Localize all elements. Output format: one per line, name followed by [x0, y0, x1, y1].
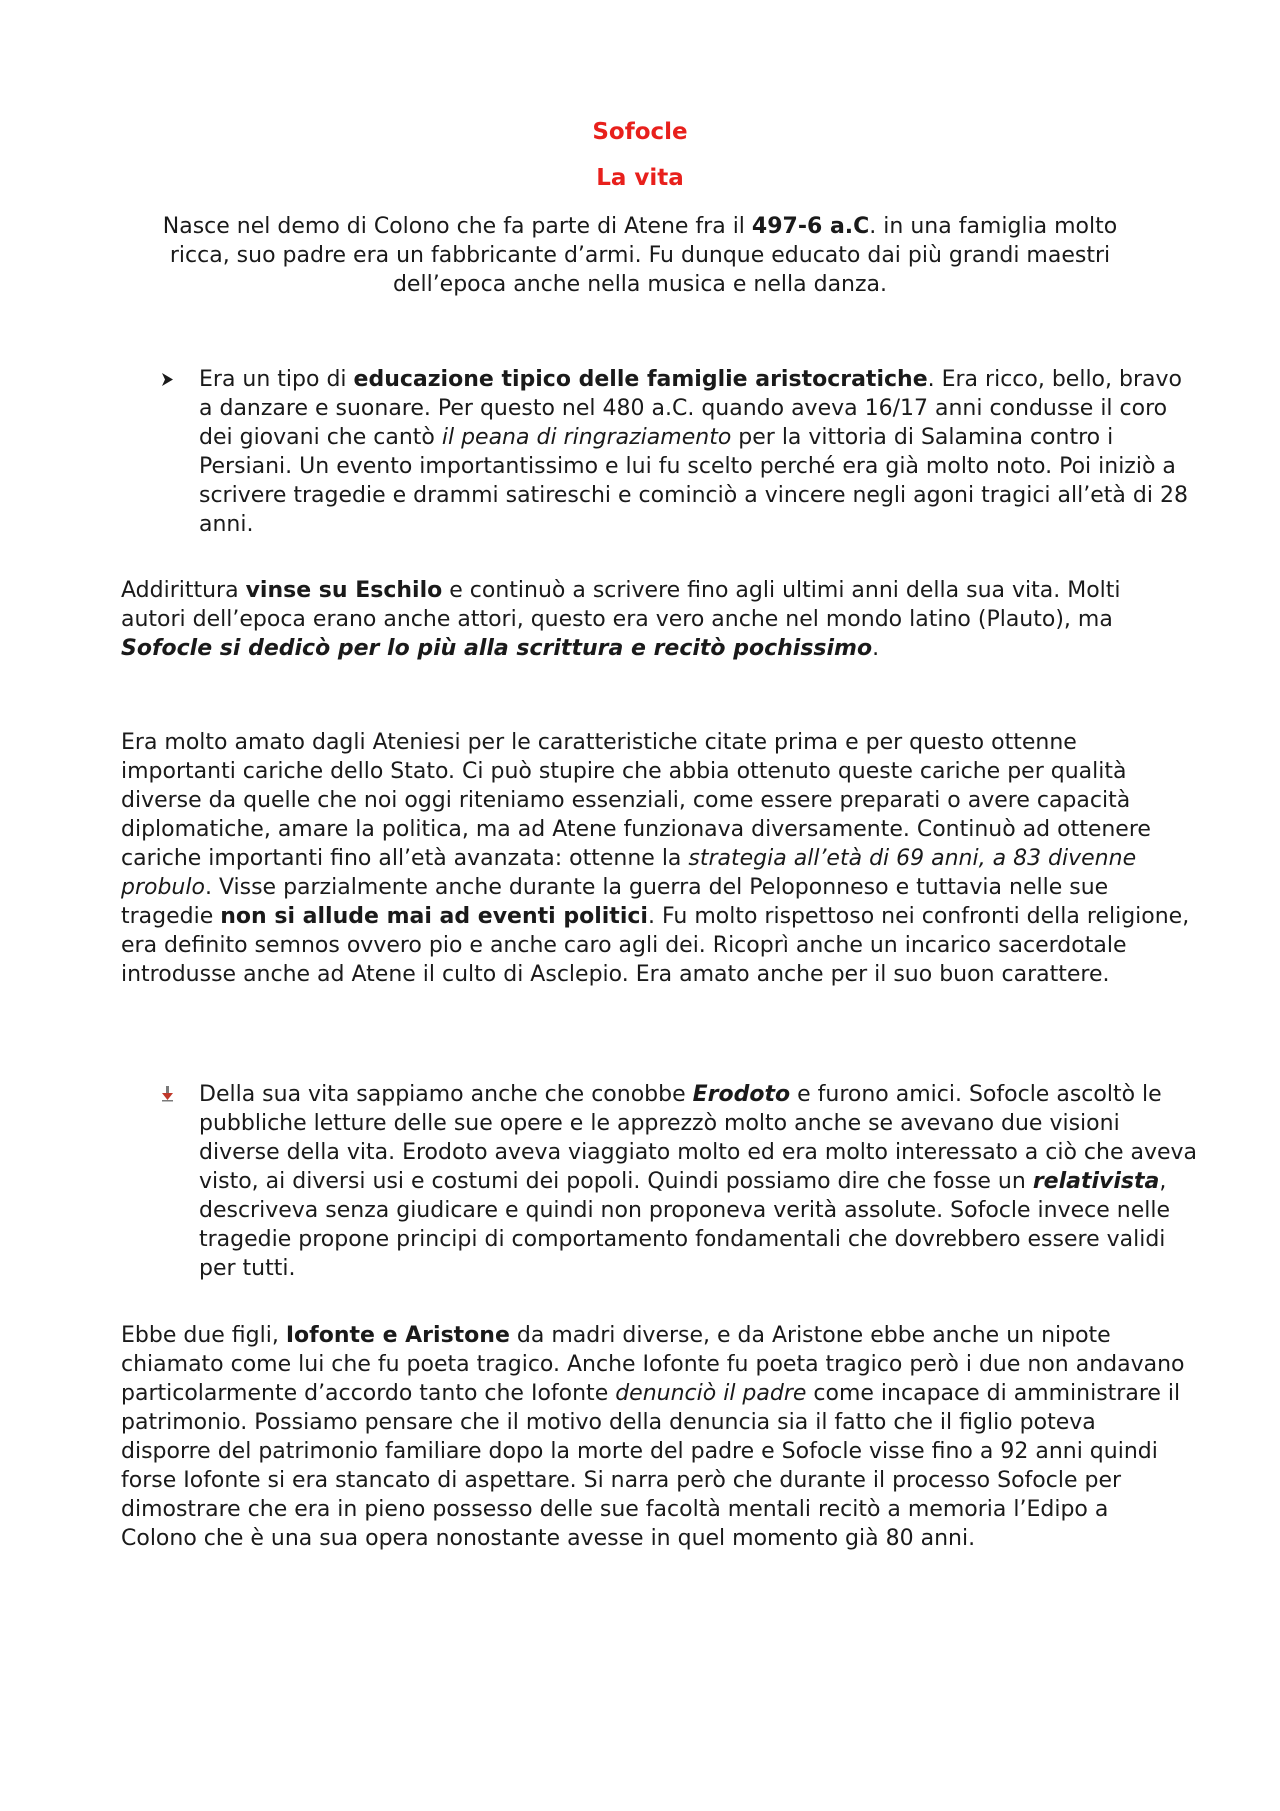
bullet-text: Era un tipo di educazione tipico delle famiglie aristocratiche. Era ricco, bello, bravo a danzare e suonare. Per questo nel 480 a.C. quando aveva 16/17 anni condusse il coro dei giovani che cantò il peana di ringraziamento per la vittoria di Salamina contro i Persiani. Un evento importantissimo e lui fu scelto perché era già molto noto. Poi iniziò a scrivere tragedie e drammi satireschi e cominciò a vincere negli agoni tragici all’età di 28 anni.: [199, 367, 1188, 537]
bullet-text: Della sua vita sappiamo anche che conobbe Erodoto e furono amici. Sofocle ascoltò le pubbliche letture delle sue opere e le apprezzò molto anche se avevano due visioni diverse della vita. Erodoto aveva viaggiato molto ed era molto interessato a ciò che aveva visto, ai diversi usi e costumi dei popoli. Quindi possiamo dire che fosse un relativista, descriveva senza giudicare e quindi non proponeva verità assolute. Sofocle invece nelle tragedie propone principi di comportamento fondamentali che dovrebbero essere validi per tutti.: [199, 1082, 1198, 1281]
down-arrow-bullet-icon: [160, 1080, 182, 1109]
document-title: Sofocle: [592, 119, 688, 145]
arrow-bullet-icon: [160, 365, 182, 394]
paragraph-figli: Ebbe due figli, Iofonte e Aristone da madri diverse, e da Aristone ebbe anche un nipote chiamato come lui che fu poeta tragico. Anche Iofonte fu poeta tragico però i due non andavano particolarmente d’accordo tanto che Iofonte denunciò il padre come incapace di amministrare il patrimonio. Possiamo pensare che il motivo della denuncia sia il fatto che il figlio poteva disporre del patrimonio familiare dopo la morte del padre e Sofocle visse fino a 92 anni quindi forse Iofonte si era stancato di aspettare. Si narra però che durante il processo Sofocle per dimostrare che era in pieno possesso delle sue facoltà mentali recitò a memoria l’Edipo a Colono che è una sua opera nonostante avesse in quel momento già 80 anni.: [121, 1323, 1185, 1551]
paragraph-cariche: Era molto amato dagli Ateniesi per le caratteristiche citate prima e per questo ottenne importanti cariche dello Stato. Ci può stupire che abbia ottenuto queste cariche per qualità diverse da quelle che noi oggi riteniamo essenziali, come essere preparati o avere capacità diplomatiche, amare la politica, ma ad Atene funzionava diversamente. Continuò ad ottenere cariche importanti fino all’età avanzata: ottenne la strategia all’età di 69 anni, a 83 divenne probulo. Visse parzialmente anche durante la guerra del Peloponneso e tuttavia nelle sue tragedie non si allude mai ad eventi politici. Fu molto rispettoso nei confronti della religione, era definito semnos ovvero pio e anche caro agli dei. Ricoprì anche un incarico sacerdotale introdusse anche ad Atene il culto di Asclepio. Era amato anche per il suo buon carattere.: [121, 730, 1190, 987]
paragraph-eschilo: Addirittura vinse su Eschilo e continuò a scrivere fino agli ultimi anni della sua vita. Molti autori dell’epoca erano anche attori, questo era vero anche nel mondo latino (Plauto), ma Sofocle si dedicò per lo più alla scrittura e recitò pochissimo.: [121, 578, 1121, 661]
intro-paragraph: Nasce nel demo di Colono che fa parte di Atene fra il 497-6 a.C. in una famiglia molto ricca, suo padre era un fabbricante d’armi. Fu dunque educato dai più grandi maestri dell’epoca anche nella musica e nella danza.: [162, 214, 1118, 297]
section-title: La vita: [596, 165, 684, 191]
intro-bold-date: 497-6 a.C: [751, 214, 870, 239]
